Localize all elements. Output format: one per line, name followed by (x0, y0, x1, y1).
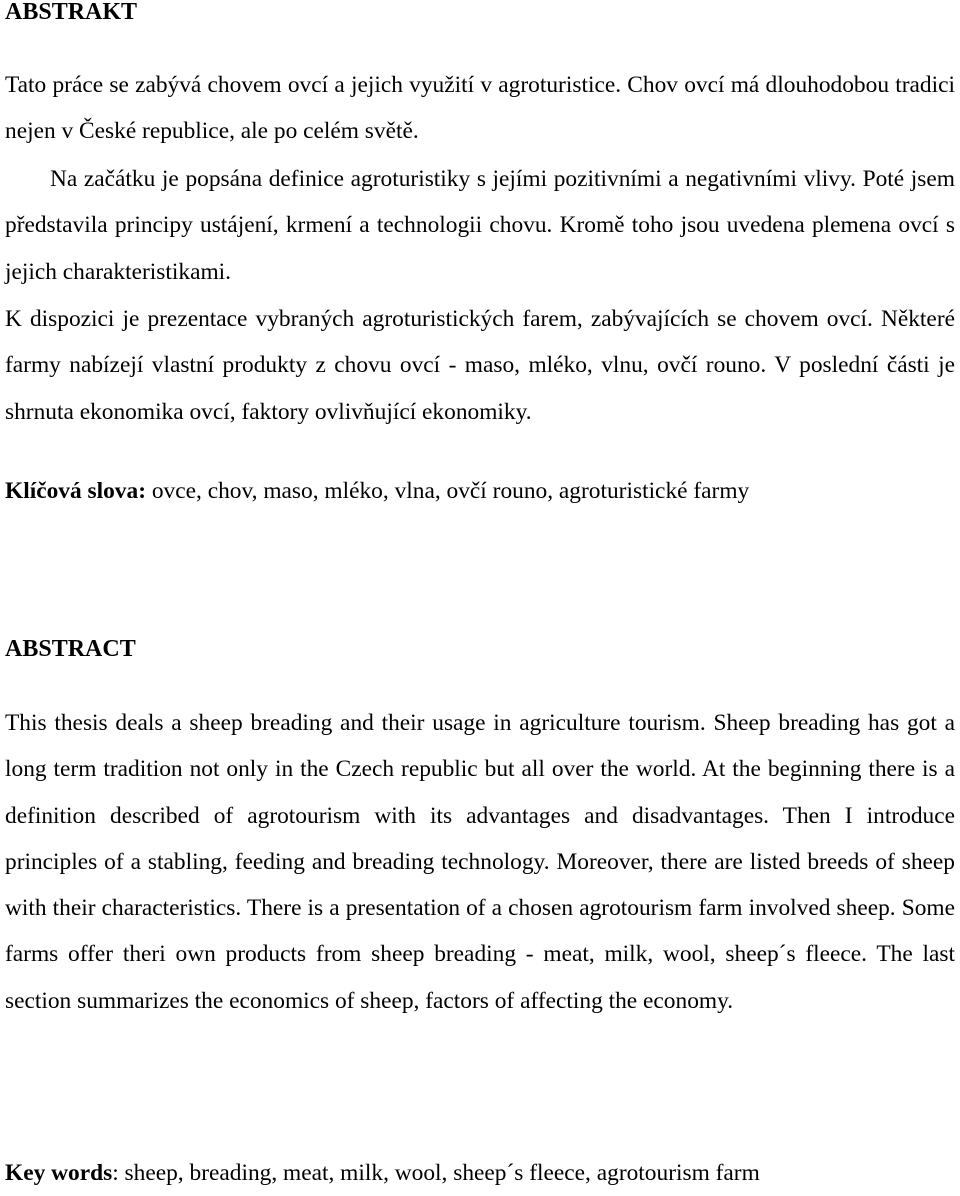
czech-abstract-paragraph-3: K dispozici je prezentace vybraných agroturistických farem, zabývajících se chovem ovcí. Některé farmy nabízejí vlastní produkty z chovu ovcí - maso, mléko, vlnu, ovčí rouno. V poslední části je shrnuta ekonomika ovcí, faktory ovlivňující ekonomiky. (5, 306, 955, 425)
english-keywords-label: Key words (5, 1160, 113, 1186)
english-keywords-value: : sheep, breading, meat, milk, wool, sheep´s fleece, agrotourism farm (112, 1160, 760, 1186)
czech-keywords (5, 468, 955, 514)
english-keywords (5, 1150, 955, 1196)
czech-abstract-paragraph-1: Tato práce se zabývá chovem ovcí a jejich využití v agroturistice. Chov ovcí má dlouhodobou tradici nejen v České republice, ale po celém světě. (5, 72, 955, 145)
english-abstract-heading: ABSTRACT (5, 636, 136, 662)
english-abstract-paragraph: This thesis deals a sheep breading and their usage in agriculture tourism. Sheep breading has got a long term tradition not only in the Czech republic but all over the world. At the beginning there is a definition described of agrotourism with its advantages and disadvantages. Then I introduce principles of a stabling, feeding and breading technology. Moreover, there are listed breeds of sheep with their characteristics. There is a presentation of a chosen agrotourism farm involved sheep. Some farms offer theri own products from sheep breading - meat, milk, wool, sheep´s fleece. The last section summarizes the economics of sheep, factors of affecting the economy. (5, 710, 955, 1014)
czech-keywords-label: Klíčová slova: (5, 478, 146, 504)
czech-keywords-value: ovce, chov, maso, mléko, vlna, ovčí rouno, agroturistické farmy (151, 478, 750, 504)
czech-abstract-heading: ABSTRAKT (5, 0, 138, 25)
czech-abstract-paragraph-2: Na začátku je popsána definice agroturistiky s jejími pozitivními a negativními vlivy. Poté jsem představila principy ustájení, krmení a technologii chovu. Kromě toho jsou uvedena plemena ovcí s jejich charakteristikami. (5, 166, 955, 285)
